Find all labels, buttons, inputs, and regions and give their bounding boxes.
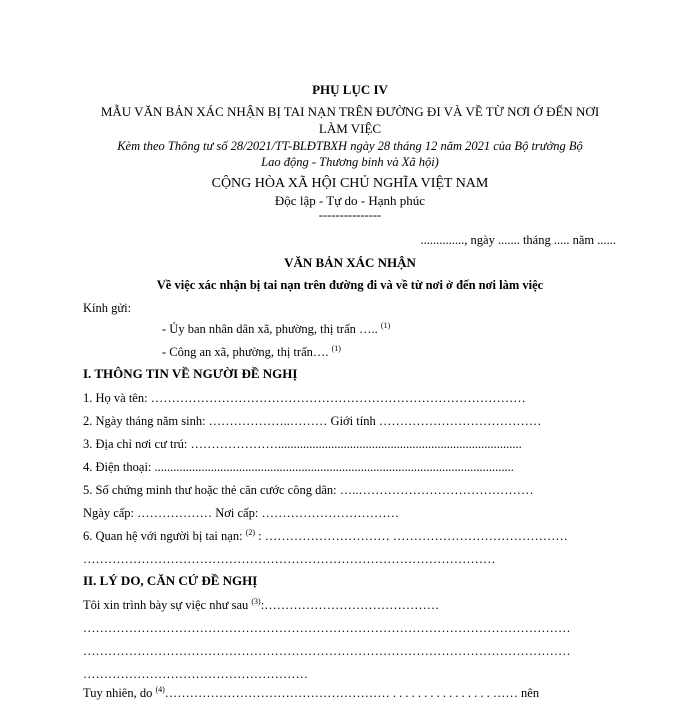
field-id-number: 5. Số chứng minh thư hoặc thẻ căn cước công dân: …..……………………………………	[83, 483, 534, 497]
blank-line-2: ………………………………………………………………………………………………………	[83, 644, 571, 658]
country-name: CỘNG HÒA XÃ HỘI CHỦ NGHĨA VIỆT NAM	[211, 176, 489, 191]
attached-note-line2: Lao động - Thương binh và Xã hội)	[261, 155, 439, 169]
recipient2-text: - Công an xã, phường, thị trấn….	[162, 345, 329, 359]
relation-dots: : ………………………… ……………………………………	[255, 529, 568, 543]
field-presentation	[83, 598, 439, 613]
national-motto: Độc lập - Tự do - Hạnh phúc	[274, 193, 426, 208]
however-dots: ……………………………………………… . . . . . . . . . . . . . . . . …… nên	[164, 686, 540, 700]
relation-label: 6. Quan hệ với người bị tai nạn:	[83, 529, 246, 543]
field-issue-date-place: Ngày cấp: ……………… Nơi cấp: ……………………………	[83, 506, 399, 520]
however-label: Tuy nhiên, do	[83, 686, 156, 700]
date-line: .............., ngày ....... tháng ..... năm ......	[420, 233, 616, 247]
recipient2-footnote: (1)	[331, 343, 341, 353]
section1-heading: I. THÔNG TIN VỀ NGƯỜI ĐỀ NGHỊ	[83, 366, 298, 381]
presentation-label: Tôi xin trình bày sự việc như sau	[83, 598, 252, 612]
recipient1-text: - Ủy ban nhân dân xã, phường, thị trấn …..	[162, 322, 378, 336]
recipient-police	[162, 345, 341, 360]
recipient-people-committee	[162, 322, 390, 337]
header-separator: ---------------	[318, 208, 382, 222]
appendix-label: PHỤ LỤC IV	[312, 82, 388, 97]
blank-line-1: ………………………………………………………………………………………………………	[83, 621, 571, 635]
document-subject: Về việc xác nhận bị tai nạn trên đường đi và về từ nơi ở đến nơi làm việc	[156, 278, 544, 292]
section2-heading: II. LÝ DO, CĂN CỨ ĐỀ NGHỊ	[83, 573, 258, 588]
field-full-name: 1. Họ và tên: ………………………………………………………………………………	[83, 391, 526, 405]
form-title-line1: MẪU VĂN BẢN XÁC NHẬN BỊ TAI NẠN TRÊN ĐƯỜNG ĐI VÀ VỀ TỪ NƠI Ở ĐẾN NƠI	[100, 104, 600, 119]
field-relation-continued: ………………………………………………………………………………………	[83, 552, 496, 566]
field-date-of-birth: 2. Ngày tháng năm sinh: ………………..……… Giới tính …………………………………	[83, 414, 542, 428]
blank-line-3: ………………………………………………	[83, 667, 308, 681]
kinh-gui-label: Kính gửi:	[83, 301, 132, 315]
field-relation	[83, 529, 568, 544]
attached-note-line1: Kèm theo Thông tư số 28/2021/TT-BLĐTBXH ngày 28 tháng 12 năm 2021 của Bộ trưởng Bộ	[117, 139, 583, 153]
field-address: 3. Địa chỉ nơi cư trú: …………………..............................................................................	[83, 437, 522, 451]
field-phone: 4. Điện thoại: ...................................................................................................................	[83, 460, 514, 474]
form-title-line2: LÀM VIỆC	[318, 121, 382, 136]
recipient1-footnote: (1)	[380, 320, 391, 330]
however-footnote: (4)	[155, 684, 165, 694]
relation-footnote: (2)	[245, 527, 256, 537]
presentation-dots: :……………………………………	[260, 598, 440, 612]
field-however	[83, 686, 539, 701]
document-title: VĂN BẢN XÁC NHẬN	[284, 255, 416, 270]
presentation-footnote: (3)	[251, 596, 261, 606]
